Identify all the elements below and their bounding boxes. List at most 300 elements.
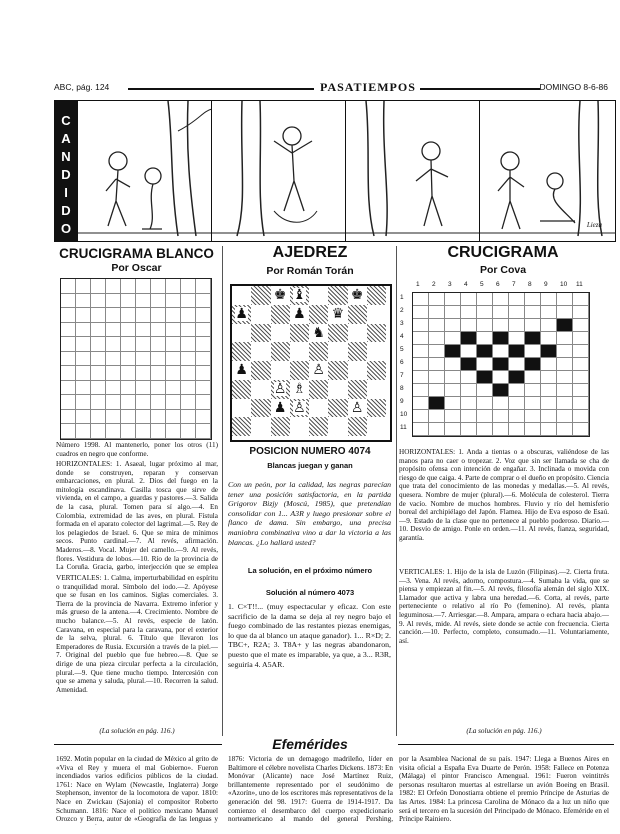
crossword-cell (461, 358, 477, 371)
crossword-blank-solution-ref: (La solución en pág. 116.) (99, 727, 175, 735)
header-rule-right (420, 88, 540, 90)
chess-square (290, 361, 309, 380)
crossword-blank-cell (166, 308, 181, 323)
chess-square (232, 324, 251, 343)
crossword-blank-author: Por Oscar (111, 262, 162, 274)
crossword-cell (573, 345, 589, 358)
chess-piece: ♝ (293, 287, 306, 304)
crossword-blank-cell (76, 410, 91, 425)
crossword-blank-cell (106, 410, 121, 425)
crossword-row-numbers (398, 292, 410, 432)
crossword-cell (477, 306, 493, 319)
crossword-blank-cell (136, 366, 151, 381)
crossword-cell (429, 358, 445, 371)
column-divider (396, 246, 397, 742)
crossword-blank-cell (136, 410, 151, 425)
crossword-cell (493, 319, 509, 332)
crossword-row-number: 7 (400, 372, 404, 379)
crossword-cell (557, 319, 573, 332)
crossword-blank-title: CRUCIGRAMA BLANCO (59, 246, 214, 261)
crossword-blank-cell (76, 337, 91, 352)
crossword-column-number: 5 (480, 281, 484, 288)
crossword-cell (541, 423, 557, 436)
chess-square (328, 361, 347, 380)
crossword-cell (541, 371, 557, 384)
crossword-cell (429, 345, 445, 358)
crossword-blank-horizontals: HORIZONTALES: 1. Asaeal, lugar próximo al mar, donde se construyen, reparan y conservan embarcaciones, en plural. 2. Dios del fuego en la mitología escandinava. Casilla tosca que sirve de vivienda, en el campo, a guardas y pastores.—3. Salida de la casa, plural. Tomen para sí algo.—4. En Colombia, extremidad de las aves, en plural. Fístula formada en el aparato colector del lagrimal.—5. Rey de los pelagiedos de Israel. 6. Que se mira de mínimos secos. Punto cardinal.—7. Al revés, afirmación. Maderos.—8. Vocal. Mujer del camello.—9. Al revés, flores. Vestidura de lobos.—10. Río de la provincia de La Coruña. Gracia, garbo, interjección que se emplea (56, 460, 218, 572)
crossword-cell (445, 306, 461, 319)
crossword-cell (445, 293, 461, 306)
crossword-row-number: 3 (400, 320, 404, 327)
crossword-blank-cell (136, 279, 151, 294)
crossword-cell (557, 345, 573, 358)
comic-panel-3 (345, 101, 480, 241)
crossword-blank-cell (166, 424, 181, 439)
crossword-row-number: 6 (400, 359, 404, 366)
chess-next-solution: La solución, en el próximo número (247, 566, 373, 575)
crossword-cell (477, 293, 493, 306)
crossword-column-number: 7 (512, 281, 516, 288)
crossword-blank-cell (61, 424, 76, 439)
chess-square (367, 380, 386, 399)
crossword-cell (557, 423, 573, 436)
crossword-blank-grid (60, 278, 212, 440)
crossword-cell (413, 319, 429, 332)
crossword-cell (525, 423, 541, 436)
page-header (54, 80, 614, 96)
crossword-cell (429, 397, 445, 410)
crossword-cell (573, 306, 589, 319)
crossword-blank-cell (166, 294, 181, 309)
chess-square (251, 286, 270, 305)
chess-square (367, 417, 386, 436)
crossword-blank-cell (106, 323, 121, 338)
crossword-blank-cell (91, 294, 106, 309)
crossword-blank-cell (91, 395, 106, 410)
crossword-cell (445, 358, 461, 371)
crossword-cell (413, 410, 429, 423)
crossword-cell (445, 345, 461, 358)
crossword-blank-cell (61, 294, 76, 309)
chess-square (309, 399, 328, 418)
crossword-blank-cell (151, 337, 166, 352)
chess-square (290, 305, 309, 324)
crossword-cell (429, 293, 445, 306)
comic-letter: A (61, 131, 71, 146)
crossword-cell (445, 332, 461, 345)
crossword-cell (541, 410, 557, 423)
crossword-blank-cell (121, 366, 136, 381)
crossword-column-number: 4 (464, 281, 468, 288)
crossword-cell (541, 319, 557, 332)
chess-piece: ♚ (350, 287, 364, 304)
crossword-blank-cell (61, 352, 76, 367)
crossword-blank-cell (181, 424, 196, 439)
chess-square (290, 417, 309, 436)
crossword-column-number: 10 (560, 281, 568, 288)
crossword-cell (413, 423, 429, 436)
chess-piece: ♟ (235, 306, 248, 323)
crossword-column-number: 1 (416, 281, 420, 288)
comic-letter: D (61, 167, 71, 182)
chess-piece: ♟ (273, 399, 287, 416)
crossword-cell (429, 384, 445, 397)
crossword-cell (557, 397, 573, 410)
crossword-cell (541, 345, 557, 358)
chess-square (251, 380, 270, 399)
chess-title: AJEDREZ (272, 244, 348, 261)
crossword-cell (525, 332, 541, 345)
crossword-blank-cell (106, 294, 121, 309)
crossword-blank-cell (166, 323, 181, 338)
chess-square (309, 342, 328, 361)
crossword-cell (557, 293, 573, 306)
crossword-blank-cell (166, 381, 181, 396)
chess-piece: ♙ (350, 399, 364, 416)
crossword-cell (509, 384, 525, 397)
crossword-cell (509, 423, 525, 436)
chess-piece: ♙ (273, 381, 287, 398)
crossword-horizontals: HORIZONTALES: 1. Anda a tientas o a obscuras, valiéndose de las manos para no caer o tropezar. 2. Voz que sin ser llamada se cha de propósito ofensa con intención de engañar. 3. Inclinada o movida con riesgo de que caiga. 4. Parte de comprar o el dueño en propósito. Ciencia que trata del conocimiento de las monedas y medallas.—5. Al revés, quesera. Nombre de mujer (plural).—6. Molécula de colesterol. Tierra de vacío. Nombre de muchos hombres. Fluvio y río del hemisferio boreal del archipiélago del Japón. Flamea. Hijo de Eva esposo de Esaú.—9. Estado de la clase que no pertenece al pueblo poderoso. Diario.—10. Desvío de amigo. Ponle en orden.—11. Al revés, fianza, seguridad, garantía. (399, 448, 609, 542)
chess-square (348, 399, 367, 418)
crossword-blank-cell (136, 424, 151, 439)
crossword-author: Por Cova (479, 264, 527, 276)
crossword-cell (461, 397, 477, 410)
crossword-grid (412, 292, 590, 437)
crossword-cell (557, 306, 573, 319)
crossword-blank-cell (151, 381, 166, 396)
chess-square (232, 361, 251, 380)
crossword-blank-cell (181, 337, 196, 352)
chess-piece: ♗ (293, 381, 306, 398)
crossword-row-number: 9 (400, 398, 404, 405)
crossword-blank-cell (76, 279, 91, 294)
chess-square (271, 399, 290, 418)
crossword-blank-cell (91, 308, 106, 323)
crossword-cell (525, 306, 541, 319)
chess-square (290, 286, 309, 305)
crossword-blank-cell (181, 308, 196, 323)
chess-square (309, 286, 328, 305)
chess-problem-text: Con un peón, por la calidad, las negras parecían tener una posición satisfactoria, en la partida Grigorov Bizjy (Moscú, 1985), que pretendían consolidar con 1... A3R y luego presionar sobre el flanco de dama. Sin embargo, una precisa maniobra combinativa vino a dar la victoria a las blancas. ¿Lo hallará usted? (228, 480, 391, 547)
crossword-cell (493, 345, 509, 358)
chess-square (251, 399, 270, 418)
crossword-cell (477, 371, 493, 384)
comic-strip (54, 100, 616, 242)
crossword-cell (557, 384, 573, 397)
chess-square (251, 417, 270, 436)
chess-square (290, 399, 309, 418)
crossword-cell (461, 384, 477, 397)
crossword-row-number: 8 (400, 385, 404, 392)
crossword-blank-cell (136, 337, 151, 352)
efemerides-title: Efemérides (222, 736, 398, 752)
crossword-cell (477, 345, 493, 358)
crossword-cell (541, 306, 557, 319)
crossword-blank-cell (181, 352, 196, 367)
crossword-cell (573, 332, 589, 345)
crossword-cell (461, 423, 477, 436)
chess-square (367, 286, 386, 305)
chess-board (230, 284, 392, 442)
comic-drawing-4 (480, 101, 616, 241)
crossword-column-number: 11 (576, 281, 583, 288)
crossword-blank-cell (61, 410, 76, 425)
crossword-blank-cell (91, 279, 106, 294)
crossword-blank-cell (196, 308, 211, 323)
crossword-blank-cell (136, 294, 151, 309)
crossword-row-number: 5 (400, 346, 404, 353)
crossword-blank-cell (151, 294, 166, 309)
crossword-cell (557, 332, 573, 345)
crossword-cell (509, 293, 525, 306)
crossword-blank-cell (196, 424, 211, 439)
comic-drawing-3 (346, 101, 480, 241)
crossword-blank-cell (106, 395, 121, 410)
chess-square (251, 342, 270, 361)
crossword-cell (445, 319, 461, 332)
crossword-blank-cell (106, 279, 121, 294)
chess-square (309, 361, 328, 380)
chess-square (271, 380, 290, 399)
crossword-blank-cell (181, 323, 196, 338)
crossword-cell (429, 319, 445, 332)
crossword-blank-cell (121, 323, 136, 338)
comic-letter: D (61, 203, 71, 218)
header-rule-left (128, 88, 314, 90)
chess-square (367, 361, 386, 380)
crossword-blank-cell (121, 337, 136, 352)
crossword-cell (413, 345, 429, 358)
crossword-blank-cell (91, 381, 106, 396)
chess-author: Por Román Torán (266, 265, 354, 277)
chess-square (232, 417, 251, 436)
crossword-title: CRUCIGRAMA (447, 244, 559, 261)
crossword-blank-cell (166, 279, 181, 294)
crossword-blank-cell (121, 381, 136, 396)
crossword-cell (493, 423, 509, 436)
chess-square (251, 305, 270, 324)
chess-piece: ♟ (235, 362, 248, 379)
crossword-cell (493, 397, 509, 410)
crossword-blank-cell (181, 366, 196, 381)
crossword-cell (477, 358, 493, 371)
chess-square (348, 342, 367, 361)
crossword-blank-cell (91, 352, 106, 367)
crossword-cell (413, 293, 429, 306)
chess-square (271, 324, 290, 343)
chess-square (309, 305, 328, 324)
page-number: ABC, pág. 124 (54, 82, 110, 92)
crossword-column-numbers (412, 281, 588, 290)
comic-panel-4 (479, 101, 616, 241)
chess-square (271, 361, 290, 380)
crossword-blank-cell (196, 381, 211, 396)
chess-square (328, 324, 347, 343)
crossword-cell (477, 423, 493, 436)
chess-square (328, 305, 347, 324)
crossword-cell (541, 397, 557, 410)
chess-square (271, 417, 290, 436)
crossword-cell (525, 371, 541, 384)
crossword-blank-cell (106, 381, 121, 396)
chess-solution-text: 1. C×T!!... (muy espectacular y eficaz. Con este sacrificio de la dama se deja al rey negro bajo el fuego combinado de las restantes piezas enemigas, lo que da al blanco un ataque ganador). 1... R×D; 2. TBC+, R2A; 3. T8A+ y las negras abandonaron, puesto que el mate es imparable, ya que, a 3... R3R, seguiría 4. A5AR. (228, 602, 391, 669)
crossword-blank-cell (166, 395, 181, 410)
crossword-cell (557, 410, 573, 423)
crossword-cell (541, 332, 557, 345)
crossword-blank-cell (151, 366, 166, 381)
crossword-blank-cell (61, 381, 76, 396)
crossword-blank-cell (166, 352, 181, 367)
column-divider (222, 246, 223, 742)
chess-square (290, 342, 309, 361)
crossword-cell (477, 319, 493, 332)
section-title: PASATIEMPOS (316, 80, 420, 95)
crossword-cell (461, 410, 477, 423)
crossword-cell (525, 345, 541, 358)
crossword-blank-cell (121, 352, 136, 367)
comic-letter: I (64, 185, 68, 200)
chess-piece: ♟ (293, 306, 306, 323)
crossword-cell (461, 345, 477, 358)
crossword-cell (541, 358, 557, 371)
crossword-blank-cell (151, 395, 166, 410)
crossword-blank-cell (196, 366, 211, 381)
chess-square (271, 342, 290, 361)
crossword-cell (509, 306, 525, 319)
crossword-cell (429, 306, 445, 319)
crossword-blank-cell (136, 323, 151, 338)
crossword-cell (509, 410, 525, 423)
crossword-column-number: 6 (496, 281, 500, 288)
crossword-column-number: 2 (432, 281, 436, 288)
crossword-cell (477, 332, 493, 345)
crossword-cell (525, 384, 541, 397)
chess-square (328, 417, 347, 436)
chess-square (348, 305, 367, 324)
crossword-blank-cell (151, 323, 166, 338)
crossword-row-number: 10 (400, 411, 408, 418)
crossword-blank-cell (136, 395, 151, 410)
crossword-row-number: 11 (400, 424, 407, 431)
crossword-cell (573, 397, 589, 410)
crossword-blank-verticals: VERTICALES: 1. Calma, imperturbabilidad en espíritu o tranquilidad moral. Símbolo del iodo.—2. Apóyese que se fusan en los caminos. Siglas comerciales. 3. Tierra de la provincia de Navarra. Extremo inferior y más grueso de la antena.—4. Crecimiento. Nombre de mucho balance.—5. Al revés, especie de latón. Caravana, en especial para la caravana, por el exterior de la selva, plural. 6. Título que llevaron los Emperadores de Rusia. Excursión a través de la piel.—7. Original del pueblo que fue hebreo.—8. Que se dirige de una pieza circular perfecta a la circulación, plural.—9. Que tiene mucho tiempo. Intercesión con que se amena y saluda, plural.—10. Recorren la salud. Amenidad. (56, 574, 218, 694)
comic-letter: N (61, 149, 71, 164)
chess-square (348, 324, 367, 343)
crossword-blank-cell (166, 337, 181, 352)
crossword-blank-cell (151, 424, 166, 439)
crossword-blank-cell (61, 337, 76, 352)
crossword-cell (413, 358, 429, 371)
crossword-column-number: 9 (544, 281, 548, 288)
crossword-cell (477, 410, 493, 423)
chess-square (348, 417, 367, 436)
crossword-blank-cell (91, 323, 106, 338)
crossword-blank-cell (121, 294, 136, 309)
crossword-blank-cell (196, 279, 211, 294)
chess-square (232, 399, 251, 418)
page-date: DOMINGO 8-6-86 (539, 82, 608, 92)
crossword-blank-cell (121, 424, 136, 439)
efemerides-column-1: 1692. Motín popular en la ciudad de México al grito de «Viva el Rey y muera el mal Gobierno». Fueron incendiados varios edificios públicos de la ciudad. 1761: Nace en Wylam (Newcastle, Inglaterra) Jorge Stephenson, inventor de la locomotora de vapor. 1810: Nace en Zwickau (Sajonia) el compositor Roberto Schumann. 1816: Nace el político mexicano Manuel Orozco y Berra, autor de «Geografía de las lenguas y (56, 755, 218, 824)
crossword-row-number: 2 (400, 307, 404, 314)
crossword-row-number: 1 (400, 294, 404, 301)
crossword-cell (445, 371, 461, 384)
crossword-cell (525, 397, 541, 410)
crossword-cell (413, 397, 429, 410)
chess-square (232, 286, 251, 305)
crossword-blank-cell (121, 410, 136, 425)
crossword-blank-cell (106, 424, 121, 439)
chess-square (232, 342, 251, 361)
crossword-blank-cell (151, 352, 166, 367)
crossword-blank-cell (76, 424, 91, 439)
chess-piece: ♚ (273, 287, 287, 304)
crossword-cell (557, 358, 573, 371)
chess-piece: ♞ (312, 324, 325, 341)
chess-square (328, 286, 347, 305)
chess-solution-title: Solución al número 4073 (265, 588, 355, 597)
crossword-cell (461, 371, 477, 384)
crossword-blank-cell (76, 308, 91, 323)
crossword-blank-cell (196, 337, 211, 352)
crossword-blank-cell (121, 279, 136, 294)
chess-piece: ♙ (312, 362, 325, 379)
crossword-cell (461, 306, 477, 319)
crossword-blank-cell (106, 366, 121, 381)
crossword-blank-cell (151, 308, 166, 323)
crossword-cell (509, 371, 525, 384)
crossword-blank-cell (61, 366, 76, 381)
crossword-blank-cell (181, 279, 196, 294)
chess-piece: ♛ (331, 306, 345, 323)
crossword-cell (445, 410, 461, 423)
comic-signature: Lieza (586, 221, 602, 229)
crossword-blank-intro: Número 1998. Al mantenerlo, poner los otros (11) cuadros en negro que conforme. (56, 441, 218, 458)
crossword-cell (429, 371, 445, 384)
crossword-cell (525, 319, 541, 332)
crossword-blank-cell (121, 395, 136, 410)
crossword-blank-cell (136, 352, 151, 367)
crossword-cell (573, 358, 589, 371)
crossword-cell (413, 371, 429, 384)
crossword-blank-cell (196, 352, 211, 367)
chess-square (251, 324, 270, 343)
crossword-cell (445, 397, 461, 410)
chess-square (290, 380, 309, 399)
crossword-cell (413, 384, 429, 397)
chess-square (309, 380, 328, 399)
chess-square (290, 324, 309, 343)
crossword-cell (509, 358, 525, 371)
crossword-cell (461, 293, 477, 306)
crossword-cell (509, 319, 525, 332)
crossword-blank-cell (61, 308, 76, 323)
crossword-blank-cell (166, 410, 181, 425)
crossword-column-number: 3 (448, 281, 452, 288)
crossword-blank-cell (106, 337, 121, 352)
crossword-blank-cell (151, 279, 166, 294)
crossword-cell (493, 371, 509, 384)
crossword-cell (573, 293, 589, 306)
crossword-cell (477, 397, 493, 410)
chess-square (367, 342, 386, 361)
crossword-cell (509, 332, 525, 345)
comic-drawing-2 (212, 101, 346, 241)
crossword-blank-cell (196, 410, 211, 425)
comic-letter: O (60, 221, 72, 236)
crossword-cell (509, 345, 525, 358)
